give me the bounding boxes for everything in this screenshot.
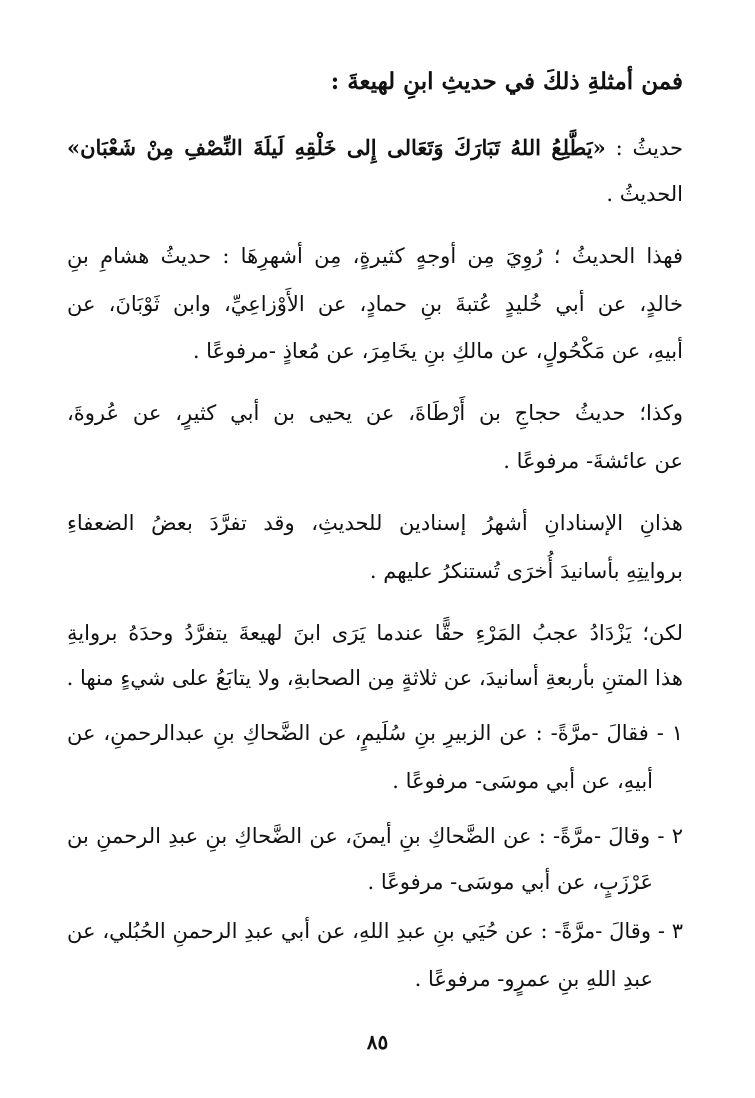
list-item-1-text: فقالَ -مرَّةً- : عن الزبيرِ بنِ سُلَيمٍ، عن الضَّحاكِ بنِ عبدالرحمنِ، عن (67, 721, 649, 745)
hadith-line (67, 130, 683, 166)
list-item-2-line-1 (67, 818, 683, 854)
list-item-2-number: ٢ - (657, 824, 683, 848)
paragraph-3-line-1: هذانِ الإسنادانِ أشهرُ إسنادين للحديثِ، وقد تفرَّدَ بعضُ الضعفاءِ (67, 511, 683, 535)
paragraph-2-line-1: وكذا؛ حديثُ حجاجِ بن أَرْطَاةَ، عن يحيى بن أبي كثيرٍ، عن عُروةَ، (67, 401, 683, 425)
list-item-2-text: وقالَ -مرَّةً- : عن الضَّحاكِ بنِ أيمنَ، عن الضَّحاكِ بنِ عبدِ الرحمنِ بن (67, 824, 651, 848)
page-number: ٨٥ (366, 1030, 389, 1054)
paragraph-3-line-2: بروايتِهِ بأسانيدَ أُخرَى تُستنكرُ عليهم . (369, 559, 683, 583)
list-item-3-text: وقالَ -مرَّةً- : عن حُيَي بنِ عبدِ اللهِ، عن أبي عبدِ الرحمنِ الحُبُلي، عن (67, 919, 651, 943)
paragraph-2-line-2: عن عائشةَ- مرفوعًا . (503, 449, 683, 473)
list-item-3-number: ٣ - (657, 919, 683, 943)
paragraph-4-line-2: هذا المتنِ بأربعةِ أسانيدَ، عن ثلاثةٍ مِن الصحابةِ، ولا يتابَعُ على شيءٍ منها . (66, 666, 683, 690)
hadith-suffix: الحديثُ . (606, 182, 683, 206)
list-item-2-line-2: عَرْزَبٍ، عن أبي موسَى- مرفوعًا . (367, 870, 653, 894)
section-heading: فمن أمثلةِ ذلكَ في حديثِ ابنِ لهيعةَ : (330, 68, 683, 95)
paragraph-1-line-1: فهذا الحديثُ ؛ رُوِيَ مِن أوجهٍ كثيرةٍ، مِن أشهرِهَا : حديثُ هشامِ بنِ (67, 244, 683, 268)
paragraph-1-line-3: أبيهِ، عن مَكْحُولٍ، عن مالكِ بنِ يخَامِرَ، عن مُعاذٍ -مرفوعًا . (192, 339, 683, 363)
list-item-3-line-1 (67, 913, 683, 949)
paragraph-1-line-2: خالدٍ، عن أبي خُليدٍ عُتبةَ بنِ حمادٍ، عن الأَوْزاعِيِّ، وابن ثَوْبَانَ، عن (67, 292, 683, 316)
list-item-1-line-1 (67, 715, 683, 751)
list-item-1-number: ١ - (656, 721, 683, 745)
hadith-prefix: حديثُ : (605, 136, 683, 160)
list-item-3-line-2: عبدِ اللهِ بنِ عمرٍو- مرفوعًا . (414, 967, 653, 991)
list-item-1-line-2: أبيهِ، عن أبي موسَى- مرفوعًا . (392, 769, 653, 793)
hadith-quote: «يَطَّلِعُ اللهُ تَبَارَكَ وَتَعَالى إِلى خَلْقِهِ لَيلَةَ النِّصْفِ مِنْ شَعْبَان» (67, 135, 606, 160)
paragraph-4-line-1: لكن؛ يَزْدَادُ عجبُ المَرْءِ حقًّا عندما يَرَى ابنَ لهيعةَ يتفرَّدُ وحدَهُ بروايةِ (67, 621, 683, 645)
